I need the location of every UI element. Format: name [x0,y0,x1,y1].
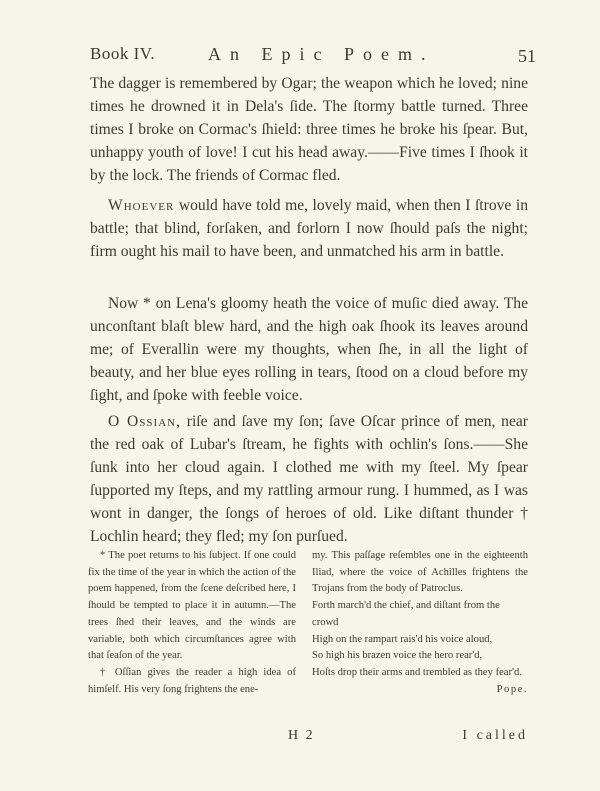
page-footer [90,728,528,748]
page-number: 51 [518,46,536,66]
paragraph-4 [90,410,528,548]
paragraph-1-text: The dagger is remembered by Ogar; the weapon which he loved; nine times he drowned it in Dela's ſide. The ſtormy battle turned. Three times I broke on Cormac's ſhield: three times he broke his ſpear. But, unhappy youth of love! I cut his head away.——Five times I ſhook it by the lock. The friends of Cormac fled. [90,75,528,184]
paragraph-4-body: riſe and ſave my ſon; ſave Oſcar prince of men, near the red oak of Lubar's ſtream, he fights with ochlin's ſons.——She ſunk into her cloud again. I clothed me with my ſteel. My ſpear ſupported my ſteps, and my rattling armour rung. I hummed, as I was wont in danger, the ſongs of heroes of old. Like diſtant thunder † Lochlin heard; they fled; my ſon purſued. [90,413,529,545]
paragraph-2-body: would have told me, lovely maid, when then I ſtrove in battle; that blind, forſaken, and forlorn I now ſhould paſs the night; firm ought his mail to have been, and unmatched his arm in battle. [90,197,528,260]
paragraph-3 [90,292,528,407]
paragraph-2-lead: Whoever [108,197,175,214]
running-header [90,38,536,64]
verse-line: So high his brazen voice the hero rear'd, [312,650,483,662]
paragraph-1 [90,72,528,187]
paragraph-4-text [90,410,528,548]
footnotes-left-column [88,548,296,698]
verse-line: High on the rampart rais'd his voice aloud, [312,633,493,645]
signature-mark: H 2 [288,728,315,743]
paragraph-2-text [90,194,528,263]
footnote-1: * The poet returns to his ſubject. If one could fix the time of the year in which the action of the poem happened, from the ſcene deſcribed here, I ſhould be tempted to place it in autumn.—The trees ſhed their leaves, and the winds are variable, both which circumſtances agree with that ſeaſon of the year. [88,550,296,662]
book-label: Book IV. [90,44,156,63]
verse-line: Forth march'd the chief, and diſtant from the crowd [312,600,500,628]
footnotes-right-column [312,548,528,698]
footnote-2-continued: my. This paſſage reſembles one in the eighteenth Iliad, where the voice of Achilles frightens the Trojans from the body of Patroclus. [312,550,528,595]
quotation-attribution: Pope. [496,683,528,695]
verse-line: Hoſts drop their arms and trembled as they fear'd. [312,666,522,678]
running-title: An Epic Poem. [208,44,435,64]
paragraph-4-lead: O Ossian, [108,413,181,430]
footnote-2: † Oſſian gives the reader a high idea of himſelf. His very ſong frightens the ene- [88,666,296,695]
catchword: I called [462,728,528,743]
verse-quotation [312,598,528,682]
paragraph-2 [90,194,528,263]
paragraph-3-text: Now * on Lena's gloomy heath the voice of muſic died away. The unconſtant blaſt blew hard, and the high oak ſhook its leaves around me; of Everallin were my thoughts, when ſhe, in all the light of beauty, and her blue eyes rolling in tears, ſtood on a cloud before my ſight, and ſpoke with feeble voice. [90,295,528,404]
